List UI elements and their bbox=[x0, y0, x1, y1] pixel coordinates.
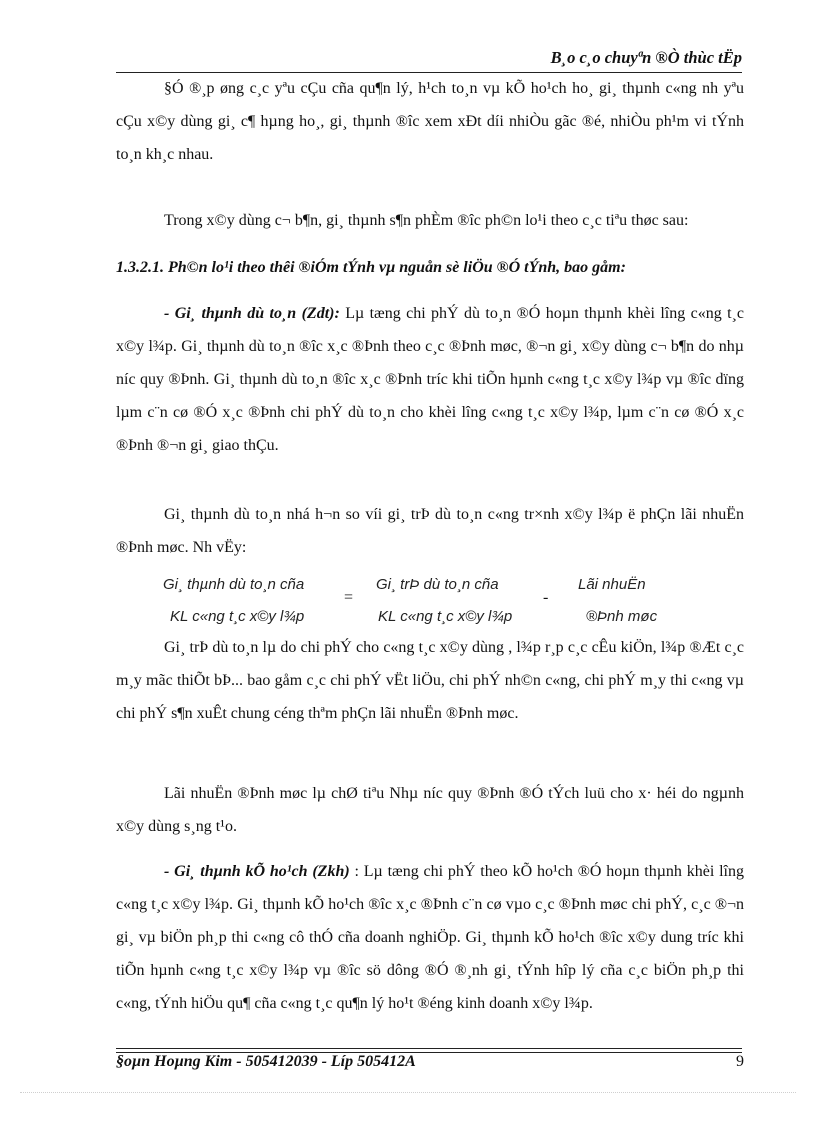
zkh-text: : Lµ tæng chi phÝ theo kÕ ho¹ch ®Ó hoµn thµnh khèi lîng c«ng t¸c x©y l¾p. Gi¸ thµnh kÕ ho¹ch ®îc x¸c ®Þnh c¨n cø vµo c¸c ®Þnh møc chi phÝ, c¸c ®¬n gi¸ vµ biÖn ph¸p thi c«ng cô thÓ cña doanh nghiÖp. Gi¸ thµnh kÕ ho¹ch ®îc x©y dung tríc khi tiÕn hµnh c«ng t¸c x©y l¾p vµ ®îc sö dông ®Ó ®¸nh gi¸ tÝnh hîp lý cña c¸c biÖn ph¸p thi c«ng, tÝnh hiÖu qu¶ cña c«ng t¸c qu¶n lý ho¹t ®éng kinh doanh x©y l¾p. bbox=[116, 863, 745, 1012]
paragraph-estimate-value: Gi¸ trÞ dù to¸n lµ do chi phÝ cho c«ng t¸c x©y dùng , l¾p r¸p c¸c cÊu kiÖn, l¾p ®Æt c¸c m¸y mãc thiÕt bÞ... bao gåm c¸c chi phÝ vËt liÖu, chi phÝ nh©n c«ng, chi phÝ m¸y thi c«ng vµ chi phÝ s¶n xuÊt chung céng thªm phÇn lãi nhuËn ®Þnh møc. bbox=[116, 639, 744, 722]
paragraph-comparison: Gi¸ thµnh dù to¸n nhá h¬n so víi gi¸ trÞ dù to¸n c«ng tr×nh x©y l¾p ë phÇn lãi nhuËn ®Þnh møc. Nh vËy: bbox=[116, 506, 744, 556]
formula-term1-top: Gi¸ thµnh dù to¸n cña bbox=[163, 576, 305, 593]
formula-term2-top: Gi¸ trÞ dù to¸n cña bbox=[376, 576, 499, 593]
formula-term1-bottom: KL c«ng t¸c x©y l¾p bbox=[170, 608, 305, 625]
footer-rule-top bbox=[116, 1048, 742, 1049]
paragraph-profit: Lãi nhuËn ®Þnh møc lµ chØ tiªu Nhµ níc quy ®Þnh ®Ó tÝch luü cho x· héi do ngµnh x©y dùng s¸ng t¹o. bbox=[116, 785, 744, 835]
zkh-term: - Gi¸ thµnh kÕ ho¹ch (Zkh) bbox=[164, 863, 350, 880]
page-bottom-dotted-line bbox=[20, 1092, 796, 1093]
formula-term2-bottom: KL c«ng t¸c x©y l¾p bbox=[378, 608, 513, 625]
page-header-title: B¸o c¸o chuyªn ®Ò thùc tËp bbox=[550, 48, 742, 67]
page-number: 9 bbox=[736, 1053, 744, 1070]
formula-equals: = bbox=[344, 589, 354, 606]
paragraph-zdt bbox=[116, 297, 744, 462]
footer-author: §oµn Hoµng Kim - 505412039 - Líp 505412A bbox=[116, 1053, 416, 1070]
paragraph-intro: §Ó ®¸p øng c¸c yªu cÇu cña qu¶n lý, h¹ch to¸n vµ kÕ ho¹ch ho¸ gi¸ thµnh c«ng nh yªu cÇu x©y dùng gi¸ c¶ hµng ho¸, gi¸ thµnh ®îc xem xÐt díi nhiÒu gãc ®é, nhiÒu ph¹m vi tÝnh to¸n kh¸c nhau. bbox=[116, 80, 744, 163]
formula-term3-top: Lãi nhuËn bbox=[578, 576, 646, 593]
section-heading: 1.3.2.1. Ph©n lo¹i theo thêi ®iÓm tÝnh vµ nguån sè liÖu ®Ó tÝnh, bao gåm: bbox=[116, 259, 626, 276]
zdt-term: - Gi¸ thµnh dù to¸n (Zdt): bbox=[164, 305, 340, 322]
zdt-text: Lµ tæng chi phÝ dù to¸n ®Ó hoµn thµnh khèi lîng c«ng t¸c x©y l¾p. Gi¸ thµnh dù to¸n ®îc x¸c ®Þnh theo c¸c ®Þnh møc, ®¬n gi¸ x©y dùng c¬ b¶n do nhµ níc quy ®Þnh. Gi¸ thµnh dù to¸n ®îc x¸c ®Þnh tríc khi tiÕn hµnh c«ng t¸c x©y l¾p vµ ®îc dïng lµm c¨n cø ®Ó x¸c ®Þnh chi phÝ dù to¸n cho khèi lîng c«ng t¸c x©y l¾p, lµm c¨n cø ®Ó x¸c ®Þnh ®¬n gi¸ giao thÇu. bbox=[116, 305, 744, 454]
formula-term3-bottom: ®Þnh møc bbox=[586, 608, 658, 625]
paragraph-classification: Trong x©y dùng c¬ b¶n, gi¸ thµnh s¶n phÈm ®îc ph©n lo¹i theo c¸c tiªu thøc sau: bbox=[164, 212, 689, 229]
paragraph-zkh bbox=[116, 855, 744, 1020]
formula-minus: - bbox=[543, 589, 549, 606]
